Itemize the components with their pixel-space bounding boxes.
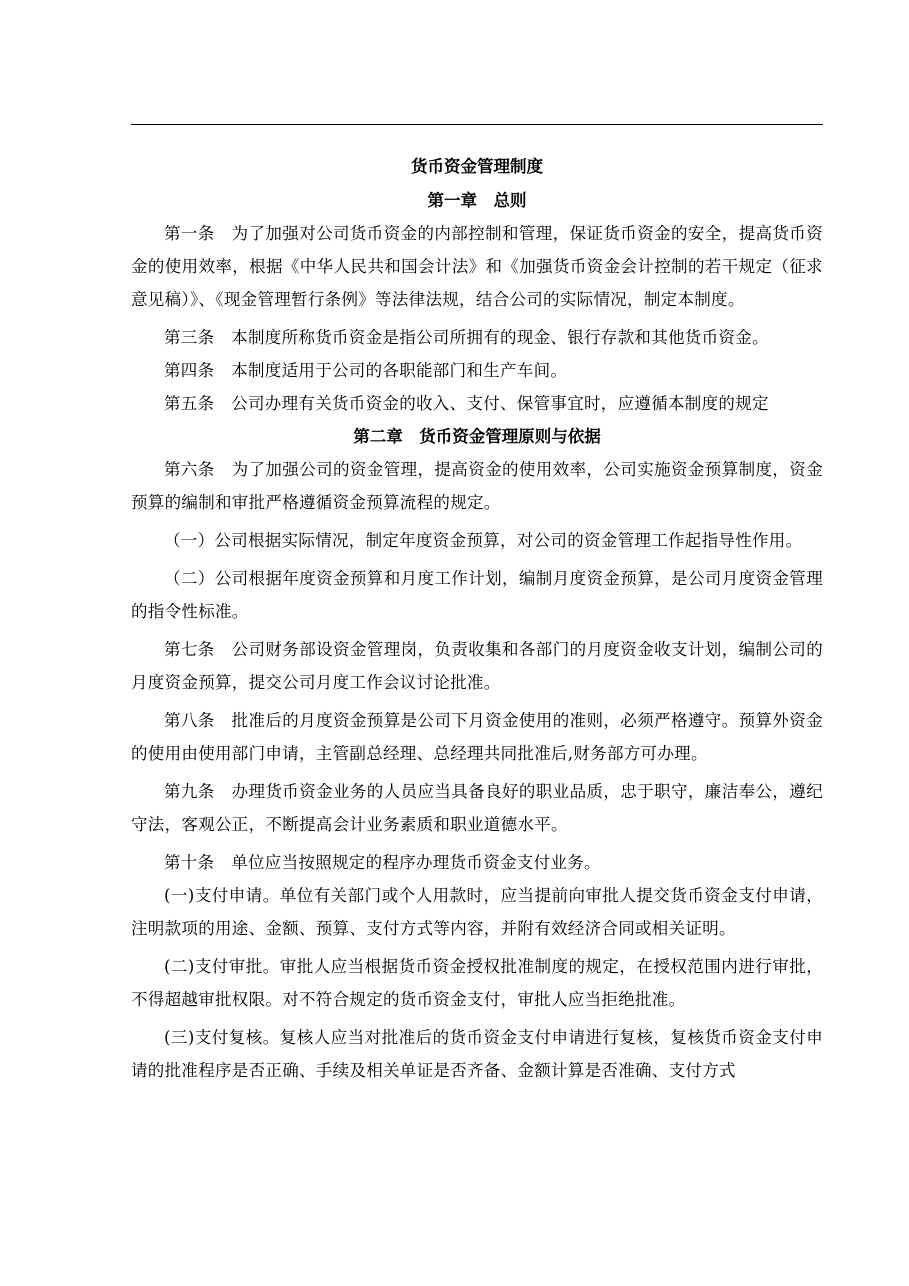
article-5: 第五条 公司办理有关货币资金的收入、支付、保管事宜时，应遵循本制度的规定 (164, 394, 769, 413)
article-8: 第八条 批准后的月度资金预算是公司下月资金使用的准则，必须严格遵守。预算外资金的使用由使用部门申请，主管副总经理、总经理共同批准后,财务部方可办理。 (131, 711, 823, 763)
document-body (131, 149, 823, 1092)
article-9: 第九条 办理货币资金业务的人员应当具备良好的职业品质，忠于职守，廉洁奉公，遵纪守法，客观公正，不断提高会计业务素质和职业道德水平。 (131, 782, 823, 834)
article-10-item-1: (一)支付申请。单位有关部门或个人用款时，应当提前向审批人提交货币资金支付申请，注明款项的用途、金额、预算、支付方式等内容，并附有效经济合同或相关证明。 (131, 886, 823, 938)
chapter-heading-2: 第二章 货币资金管理原则与依据 (353, 427, 601, 446)
article-6-item-1: （一）公司根据实际情况，制定年度资金预算，对公司的资金管理工作起指导性作用。 (164, 531, 803, 550)
article-10: 第十条 单位应当按照规定的程序办理货币资金支付业务。 (164, 853, 601, 872)
article-10-item-2: (二)支付审批。审批人应当根据货币资金授权批准制度的规定，在授权范围内进行审批，不得超越审批权限。对不符合规定的货币资金支付，审批人应当拒绝批准。 (131, 957, 823, 1009)
header-rule (131, 124, 823, 125)
chapter-heading-1: 第一章 总则 (427, 191, 527, 210)
article-10-item-3: (三)支付复核。复核人应当对批准后的货币资金支付申请进行复核，复核货币资金支付申请的批准程序是否正确、手续及相关单证是否齐备、金额计算是否准确、支付方式 (131, 1028, 823, 1080)
article-6-item-2: （二）公司根据年度资金预算和月度工作计划，编制月度资金预算，是公司月度资金管理的指令性标准。 (131, 569, 823, 621)
article-4: 第四条 本制度适用于公司的各职能部门和生产车间。 (164, 361, 568, 380)
article-6: 第六条 为了加强公司的资金管理，提高资金的使用效率，公司实施资金预算制度，资金预算的编制和审批严格遵循资金预算流程的规定。 (131, 460, 823, 512)
article-1: 第一条 为了加强对公司货币资金的内部控制和管理，保证货币资金的安全，提高货币资金的使用效率，根据《中华人民共和国会计法》和《加强货币资金会计控制的若干规定（征求意见稿）》、《现金管理暂行条例》等法律法规，结合公司的实际情况，制定本制度。 (131, 224, 823, 309)
article-7: 第七条 公司财务部设资金管理岗，负责收集和各部门的月度资金收支计划，编制公司的月度资金预算，提交公司月度工作会议讨论批准。 (131, 640, 823, 692)
article-3: 第三条 本制度所称货币资金是指公司所拥有的现金、银行存款和其他货币资金。 (164, 328, 769, 347)
document-title: 货币资金管理制度 (411, 157, 543, 176)
